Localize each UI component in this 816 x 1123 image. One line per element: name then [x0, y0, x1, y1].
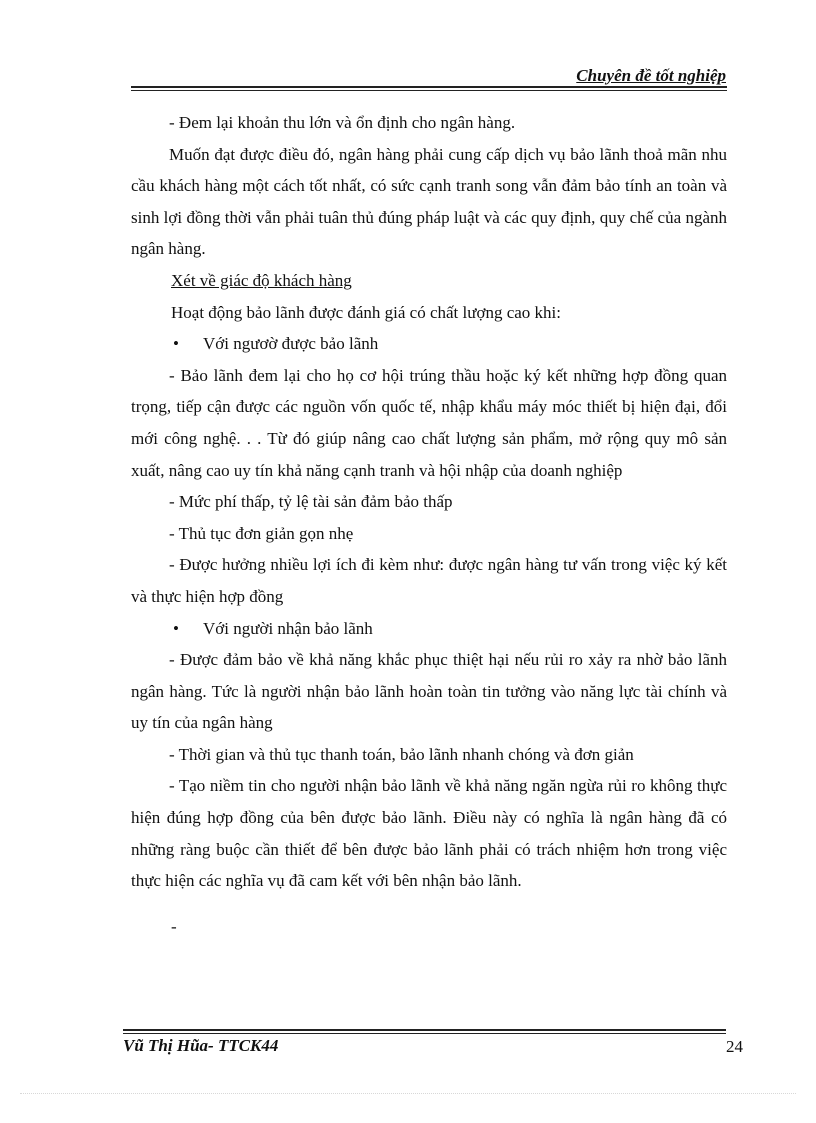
paragraph-10: - Tạo niềm tin cho người nhận bảo lãnh về khả năng ngăn ngừa rủi ro không thực hiện đúng hợp đồng của bên được bảo lãnh. Điều này có nghĩa là ngân hàng đã có những ràng buộc cần thiết để bên được bảo lãnh phải có trách nhiệm hơn trong việc thực hiện các nghĩa vụ đã cam kết với bên nhận bảo lãnh.: [131, 776, 727, 891]
footer-rule-thin: [123, 1033, 726, 1034]
bullet-item-2: [131, 613, 727, 645]
header-rule-thin: [131, 90, 727, 91]
page-bottom-divider: [20, 1093, 796, 1094]
paragraph-6: - Thủ tục đơn giản gọn nhẹ: [169, 523, 354, 543]
header-title: Chuyên đề tốt nghiệp: [576, 66, 726, 85]
trailing-dash: -: [171, 916, 177, 936]
bullet-item-2-text: Với người nhận bảo lãnh: [203, 618, 373, 638]
paragraph-8: - Được đảm bảo về khả năng khắc phục thiệt hại nếu rủi ro xảy ra nhờ bảo lãnh ngân hàng. Tức là người nhận bảo lãnh hoàn toàn tin tưởng vào năng lực tài chính và uy tín của ngân hàng: [131, 650, 727, 733]
paragraph-3: Hoạt động bảo lãnh được đánh giá có chất lượng cao khi:: [171, 302, 561, 322]
footer-author: Vũ Thị Hũa- TTCK44: [123, 1036, 279, 1055]
paragraph-9: - Thời gian và thủ tục thanh toán, bảo lãnh nhanh chóng và đơn giản: [169, 744, 634, 764]
paragraph-7: - Được hưởng nhiều lợi ích đi kèm như: được ngân hàng tư vấn trong việc ký kết và thực hiện hợp đồng: [131, 555, 727, 606]
bullet-icon: •: [173, 618, 179, 638]
paragraph-4: - Bảo lãnh đem lại cho họ cơ hội trúng thầu hoặc ký kết những hợp đồng quan trọng, tiếp cận được các nguồn vốn quốc tế, nhập khẩu máy móc thiết bị hiện đại, đổi mới công nghệ. . . Từ đó giúp nâng cao chất lượng sản phẩm, mở rộng quy mô sản xuất, nâng cao uy tín khả năng cạnh tranh và hội nhập của doanh nghiệp: [131, 365, 727, 480]
footer-rule-thick: [123, 1029, 726, 1031]
paragraph-2: Muốn đạt được điều đó, ngân hàng phải cung cấp dịch vụ bảo lãnh thoả mãn nhu cầu khách hàng một cách tốt nhất, có sức cạnh tranh song vẫn đảm bảo tính an toàn và sinh lợi đồng thời vẫn phải tuân thủ đúng pháp luật và các quy định, quy chế của ngành ngân hàng.: [131, 144, 727, 259]
header-rule-thick: [131, 86, 727, 88]
bullet-item-1-text: Với ngươờ được bảo lãnh: [203, 334, 379, 354]
body-text: [131, 107, 727, 942]
section-heading: Xét về giác độ khách hàng: [171, 270, 352, 290]
paragraph-5: - Mức phí thấp, tỷ lệ tài sản đảm bảo thấp: [169, 492, 453, 512]
paragraph-1: - Đem lại khoản thu lớn và ổn định cho ngân hàng.: [169, 113, 516, 132]
bullet-item-1: [131, 328, 727, 360]
page-number: 24: [726, 1037, 743, 1056]
bullet-icon: •: [173, 334, 179, 354]
